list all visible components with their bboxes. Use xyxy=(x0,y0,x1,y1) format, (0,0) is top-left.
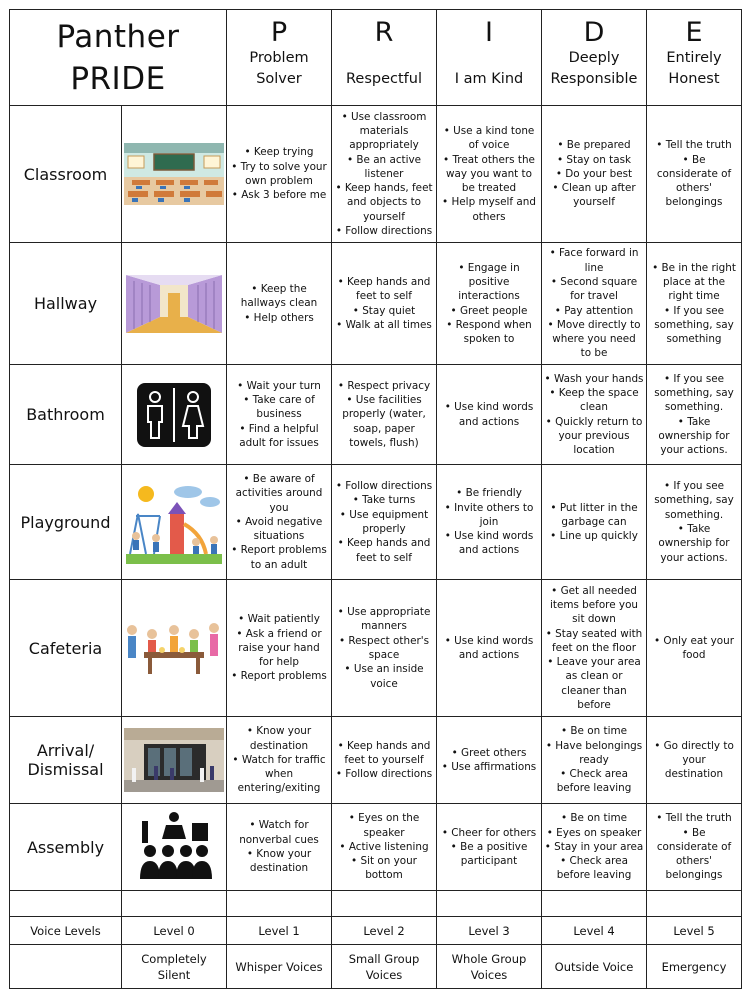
rule-line: location xyxy=(573,444,615,457)
rule-line: • Try to solve your xyxy=(231,160,327,173)
rule-line: be treated xyxy=(461,182,517,195)
rule-line: something xyxy=(666,333,722,346)
rule-line: destination xyxy=(249,862,309,875)
rule-line: properly xyxy=(362,523,406,535)
rule-line: join xyxy=(479,515,499,528)
rule-line: • Get all needed xyxy=(551,584,637,597)
header-letter: D xyxy=(583,17,605,48)
rule-line: • Use a kind tone xyxy=(443,124,535,137)
row-hallway xyxy=(10,243,742,365)
empty-cell xyxy=(122,891,227,917)
rule-line: • Keep hands and xyxy=(337,537,431,550)
rule-line: ready xyxy=(579,753,609,766)
header-letter: E xyxy=(685,17,703,48)
empty-cell xyxy=(227,891,332,917)
row-assembly xyxy=(10,804,742,891)
rule-line: • Tell the truth xyxy=(656,139,732,152)
rule-line: something. xyxy=(664,508,724,521)
empty-cell xyxy=(10,945,122,989)
kind-cell xyxy=(437,243,542,365)
rule-line: • Clean up after xyxy=(552,182,636,195)
location-label: Playground xyxy=(10,465,122,580)
rule-line: • Treat others the xyxy=(443,153,535,166)
voice-description-line: Emergency xyxy=(661,959,727,974)
rule-line: • If you see xyxy=(663,480,725,493)
rule-line: destination xyxy=(249,739,309,752)
empty-cell xyxy=(542,891,647,917)
responsible-cell xyxy=(542,465,647,580)
respectful-cell xyxy=(332,804,437,891)
rule-line: • Stay seated with xyxy=(545,627,643,640)
rule-line: towels, flush) xyxy=(349,436,419,449)
rule-line: feet to self xyxy=(356,551,412,564)
rule-line: others' xyxy=(676,182,712,195)
rule-line: • Cheer for others xyxy=(441,826,537,839)
voice-level: Level 3 xyxy=(437,917,542,945)
rule-line: • Help others xyxy=(244,311,314,324)
rule-line: • Be xyxy=(682,826,706,839)
rule-line: • Use affirmations xyxy=(441,761,537,773)
rule-line: ownership for xyxy=(658,429,730,442)
rule-line: situations xyxy=(253,530,305,543)
respectful-cell xyxy=(332,465,437,580)
header-word: Respectful xyxy=(345,71,422,87)
rule-line: • Put litter in the xyxy=(550,501,638,514)
kind-cell xyxy=(437,580,542,717)
rule-line: • Active listening xyxy=(339,840,429,853)
voice-description-line: Silent xyxy=(157,967,191,982)
rule-line: soap, paper xyxy=(353,422,415,435)
header-word: I am Kind xyxy=(454,71,524,87)
rule-line: • Wait your turn xyxy=(237,379,321,392)
rule-line: feet to self xyxy=(356,290,412,303)
rule-line: line xyxy=(584,261,604,274)
rule-line: • Be prepared xyxy=(557,139,631,152)
voice-descriptions-row xyxy=(10,945,742,989)
rule-line: clean xyxy=(580,401,608,414)
voice-description xyxy=(227,945,332,989)
header-word: Entirely xyxy=(666,50,722,66)
hallway-illustration-icon xyxy=(122,243,227,365)
rule-line: others xyxy=(472,210,506,223)
rule-line: considerate of xyxy=(656,167,732,180)
rule-line: • Line up quickly xyxy=(550,530,638,543)
header-letter: I xyxy=(485,17,493,48)
location-line: Dismissal xyxy=(27,760,104,779)
rule-line: business xyxy=(256,408,302,421)
rule-line: to be xyxy=(580,347,608,360)
header-word: Solver xyxy=(256,71,302,87)
rule-line: before leaving xyxy=(556,782,632,795)
rule-line: • Watch for xyxy=(249,819,309,832)
rule-line: • Ask 3 before me xyxy=(231,189,327,202)
rule-line: for travel xyxy=(570,290,618,303)
voice-level: Level 5 xyxy=(647,917,742,945)
rule-line: considerate of xyxy=(656,840,732,853)
voice-description-line: Outside Voice xyxy=(554,959,634,974)
rule-line: yourself xyxy=(573,196,615,209)
rule-line: • Take turns xyxy=(352,494,416,507)
rule-line: • Greet others xyxy=(451,746,527,759)
rule-line: • Be on time xyxy=(561,812,627,825)
rule-line: and objects to xyxy=(346,196,422,209)
row-arrival-dismissal xyxy=(10,717,742,804)
respectful-cell xyxy=(332,243,437,365)
title-line-2: PRIDE xyxy=(70,60,166,97)
rule-line: entering/exiting xyxy=(237,782,321,795)
rule-line: where you need xyxy=(552,333,636,346)
header-problem-solver xyxy=(227,10,332,106)
empty-cell xyxy=(10,891,122,917)
rule-line: place at the xyxy=(662,275,726,288)
rule-line: • Second square xyxy=(550,275,638,288)
voice-description xyxy=(647,945,742,989)
rule-line: manners xyxy=(361,620,407,633)
respectful-cell xyxy=(332,580,437,717)
voice-level: Level 4 xyxy=(542,917,647,945)
rule-line: • Take xyxy=(677,523,711,535)
honest-cell xyxy=(647,465,742,580)
rule-line: when xyxy=(264,768,294,781)
respectful-cell xyxy=(332,717,437,804)
rule-line: • If you see xyxy=(663,304,725,317)
voice-description xyxy=(542,945,647,989)
rule-line: • Sit on your xyxy=(351,855,417,868)
honest-cell xyxy=(647,717,742,804)
voice-level: Level 0 xyxy=(122,917,227,945)
problem-solver-cell xyxy=(227,243,332,365)
rule-line: • Know your xyxy=(246,725,312,738)
honest-cell xyxy=(647,580,742,717)
responsible-cell xyxy=(542,580,647,717)
rule-line: • Keep the xyxy=(251,283,307,296)
rule-line: • Use an inside xyxy=(344,663,424,676)
rule-line: appropriately xyxy=(349,139,419,152)
rule-line: • Stay quiet xyxy=(352,304,416,317)
rule-line: and actions xyxy=(458,544,520,557)
rule-line: garbage can xyxy=(561,515,627,528)
rule-line: • Check area xyxy=(560,855,628,868)
rule-line: and actions xyxy=(458,415,520,428)
rule-line: • Use equipment xyxy=(339,508,429,521)
location-label: Classroom xyxy=(10,106,122,243)
classroom-illustration-icon xyxy=(122,106,227,243)
rule-line: activities around xyxy=(235,487,323,500)
rule-line: something, say xyxy=(654,494,734,507)
rule-line: as clean or xyxy=(565,670,623,683)
title-line-1: Panther xyxy=(56,18,180,55)
rule-line: adult for issues xyxy=(239,436,319,449)
rule-line: others' xyxy=(676,855,712,868)
header-entirely-honest xyxy=(647,10,742,106)
voice-levels-label: Voice Levels xyxy=(10,917,122,945)
rule-line: something, say xyxy=(654,386,734,399)
responsible-cell xyxy=(542,106,647,243)
header-word: Problem xyxy=(249,50,309,66)
voice-description-line: Voices xyxy=(365,967,403,982)
rule-line: • Watch for traffic xyxy=(232,753,326,766)
voice-description xyxy=(332,945,437,989)
empty-cell xyxy=(647,891,742,917)
header-respectful xyxy=(332,10,437,106)
rule-line: • Be aware of xyxy=(243,472,315,485)
header-letter: R xyxy=(374,17,394,48)
rule-line: • Keep hands and xyxy=(337,739,431,752)
assembly-audience-icon xyxy=(122,804,227,891)
voice-levels-row xyxy=(10,917,742,945)
rule-line: • Quickly return to xyxy=(545,415,643,428)
rule-line: • Respect privacy xyxy=(337,379,431,392)
rule-line: feet to yourself xyxy=(344,753,424,766)
rule-line: voice xyxy=(370,677,398,690)
rule-line: • Take care of xyxy=(243,394,315,407)
header-i-am-kind xyxy=(437,10,542,106)
rule-line: speaker xyxy=(363,826,405,839)
rule-line: • Eyes on the xyxy=(348,812,420,825)
row-bathroom xyxy=(10,365,742,465)
rule-line: your xyxy=(682,753,706,766)
rule-line: hallways clean xyxy=(240,297,318,310)
voice-description xyxy=(437,945,542,989)
rule-line: • Respond when xyxy=(446,318,532,331)
rule-line: • If you see xyxy=(663,372,725,385)
voice-level: Level 2 xyxy=(332,917,437,945)
rule-line: • Avoid negative xyxy=(235,515,323,528)
voice-description-line: Small Group xyxy=(348,951,420,966)
rule-line: your actions. xyxy=(660,444,728,457)
kind-cell xyxy=(437,717,542,804)
rule-line: • Be an active xyxy=(346,153,422,166)
rule-line: raise your hand xyxy=(238,641,320,654)
voice-description xyxy=(122,945,227,989)
rule-line: • Only eat your xyxy=(653,634,735,647)
rule-line: • Move directly to xyxy=(547,318,641,331)
rule-line: • Help myself and xyxy=(442,196,536,209)
header-letter: P xyxy=(270,17,288,48)
honest-cell xyxy=(647,243,742,365)
problem-solver-cell xyxy=(227,465,332,580)
voice-description-line: Whole Group xyxy=(451,951,527,966)
rule-line: • Follow directions xyxy=(335,480,433,493)
rule-line: • Follow directions xyxy=(335,768,433,781)
rule-line: • Use classroom xyxy=(341,110,427,123)
kind-cell xyxy=(437,804,542,891)
rule-line: • Do your best xyxy=(555,167,633,180)
rule-line: interactions xyxy=(458,290,520,303)
rule-line: way you want to xyxy=(446,167,532,180)
rule-line: items before you xyxy=(549,598,639,611)
pride-behavior-matrix xyxy=(9,9,742,989)
spacer-row xyxy=(10,891,742,917)
honest-cell xyxy=(647,106,742,243)
rule-line: own problem xyxy=(245,175,313,187)
rule-line: • Use facilities xyxy=(346,394,422,407)
rule-line: spoken to xyxy=(463,333,515,346)
header-row xyxy=(10,10,742,106)
rule-line: listener xyxy=(364,167,404,180)
rule-line: • Have belongings xyxy=(545,739,643,752)
rule-line: • Use kind words xyxy=(444,634,534,647)
rule-line: belongings xyxy=(665,196,723,209)
header-word: Deeply xyxy=(568,50,620,66)
responsible-cell xyxy=(542,804,647,891)
honest-cell xyxy=(647,365,742,465)
kind-cell xyxy=(437,465,542,580)
rule-line: food xyxy=(682,649,706,661)
rule-line: materials xyxy=(359,124,409,137)
rule-line: • Be xyxy=(682,153,706,166)
problem-solver-cell xyxy=(227,804,332,891)
location-line: Arrival/ xyxy=(36,741,95,760)
problem-solver-cell xyxy=(227,365,332,465)
empty-cell xyxy=(437,891,542,917)
kind-cell xyxy=(437,106,542,243)
responsible-cell xyxy=(542,243,647,365)
voice-description-line: Whisper Voices xyxy=(235,959,323,974)
rule-line: • Respect other's xyxy=(338,634,430,647)
rule-line: yourself xyxy=(363,210,405,223)
rule-line: • Find a helpful xyxy=(239,422,319,435)
rule-line: • Be friendly xyxy=(456,487,522,500)
kind-cell xyxy=(437,365,542,465)
rule-line: • Keep hands and xyxy=(337,275,431,288)
rule-line: your actions. xyxy=(660,551,728,564)
school-entrance-photo-icon xyxy=(122,717,227,804)
rule-line: destination xyxy=(664,768,724,781)
row-cafeteria xyxy=(10,580,742,717)
rule-line: for help xyxy=(258,656,300,669)
rule-line: before leaving xyxy=(556,869,632,882)
respectful-cell xyxy=(332,365,437,465)
rule-line: • Use appropriate xyxy=(337,606,431,619)
rule-line: • Eyes on speaker xyxy=(546,826,642,839)
rule-line: • Engage in xyxy=(458,261,520,274)
rule-line: cleaner than xyxy=(561,684,627,697)
rule-line: • Invite others to xyxy=(444,501,534,514)
problem-solver-cell xyxy=(227,106,332,243)
location-label: Hallway xyxy=(10,243,122,365)
location-label xyxy=(10,717,122,804)
rule-line: • Wash your hands xyxy=(544,372,644,385)
location-label: Assembly xyxy=(10,804,122,891)
rule-line: positive xyxy=(468,275,510,288)
restroom-sign-icon xyxy=(122,365,227,465)
problem-solver-cell xyxy=(227,717,332,804)
rule-line: • Go directly to xyxy=(654,739,734,752)
rule-line: • Keep hands, feet xyxy=(335,182,433,195)
rule-line: properly (water, xyxy=(342,408,426,421)
rule-line: • Report problems xyxy=(231,544,327,557)
rule-line: • Be on time xyxy=(561,725,627,738)
location-label: Bathroom xyxy=(10,365,122,465)
rule-line: • Greet people xyxy=(450,304,528,317)
rule-line: • Stay on task xyxy=(556,153,632,166)
title-cell xyxy=(10,10,227,106)
problem-solver-cell xyxy=(227,580,332,717)
honest-cell xyxy=(647,804,742,891)
header-word: Responsible xyxy=(550,71,638,87)
rule-line: nonverbal cues xyxy=(239,833,319,846)
rule-line: • Know your xyxy=(246,848,312,860)
playground-illustration-icon xyxy=(122,465,227,580)
responsible-cell xyxy=(542,717,647,804)
rule-line: participant xyxy=(460,855,518,868)
rule-line: to an adult xyxy=(250,558,308,571)
voice-description-line: Voices xyxy=(470,967,508,982)
cafeteria-illustration-icon xyxy=(122,580,227,717)
rule-line: you xyxy=(269,501,289,514)
rule-line: right time xyxy=(668,290,720,303)
rule-line: ownership for xyxy=(658,537,730,550)
voice-description-line: Completely xyxy=(141,951,207,966)
rule-line: • Be in the right xyxy=(652,261,736,274)
rule-line: • Keep trying xyxy=(244,146,314,159)
empty-cell xyxy=(332,891,437,917)
rule-line: • Walk at all times xyxy=(336,318,432,331)
rule-line: of voice xyxy=(468,139,510,152)
rule-line: • Face forward in xyxy=(549,247,639,260)
rule-line: something. xyxy=(664,401,724,414)
rule-line: • Take xyxy=(677,415,711,428)
voice-level: Level 1 xyxy=(227,917,332,945)
rule-line: and actions xyxy=(458,649,520,661)
rule-line: • Follow directions xyxy=(335,225,433,238)
header-word: Honest xyxy=(668,71,720,87)
rule-line: • Keep the space xyxy=(549,386,639,399)
rule-line: • Use kind words xyxy=(444,401,534,414)
rule-line: • Pay attention xyxy=(554,304,634,317)
rule-line: • Be a positive xyxy=(450,840,528,853)
location-label: Cafeteria xyxy=(10,580,122,717)
row-playground xyxy=(10,465,742,580)
respectful-cell xyxy=(332,106,437,243)
rule-line: • Wait patiently xyxy=(238,613,320,626)
rule-line: • Tell the truth xyxy=(656,812,732,825)
rule-line: • Use kind words xyxy=(444,530,534,543)
rule-line: before xyxy=(577,699,611,712)
row-classroom xyxy=(10,106,742,243)
responsible-cell xyxy=(542,365,647,465)
rule-line: • Stay in your area xyxy=(544,840,644,853)
rule-line: feet on the floor xyxy=(552,641,636,654)
rule-line: • Leave your area xyxy=(547,656,641,669)
header-deeply-responsible xyxy=(542,10,647,106)
rule-line: bottom xyxy=(365,869,403,882)
rule-line: sit down xyxy=(572,613,616,626)
rule-line: • Ask a friend or xyxy=(236,627,322,640)
rule-line: • Check area xyxy=(560,768,628,781)
rule-line: your previous xyxy=(558,429,630,442)
rule-line: • Report problems xyxy=(231,670,327,683)
rule-line: belongings xyxy=(665,869,723,882)
rule-line: something, say xyxy=(654,318,734,331)
rule-line: space xyxy=(368,649,400,661)
